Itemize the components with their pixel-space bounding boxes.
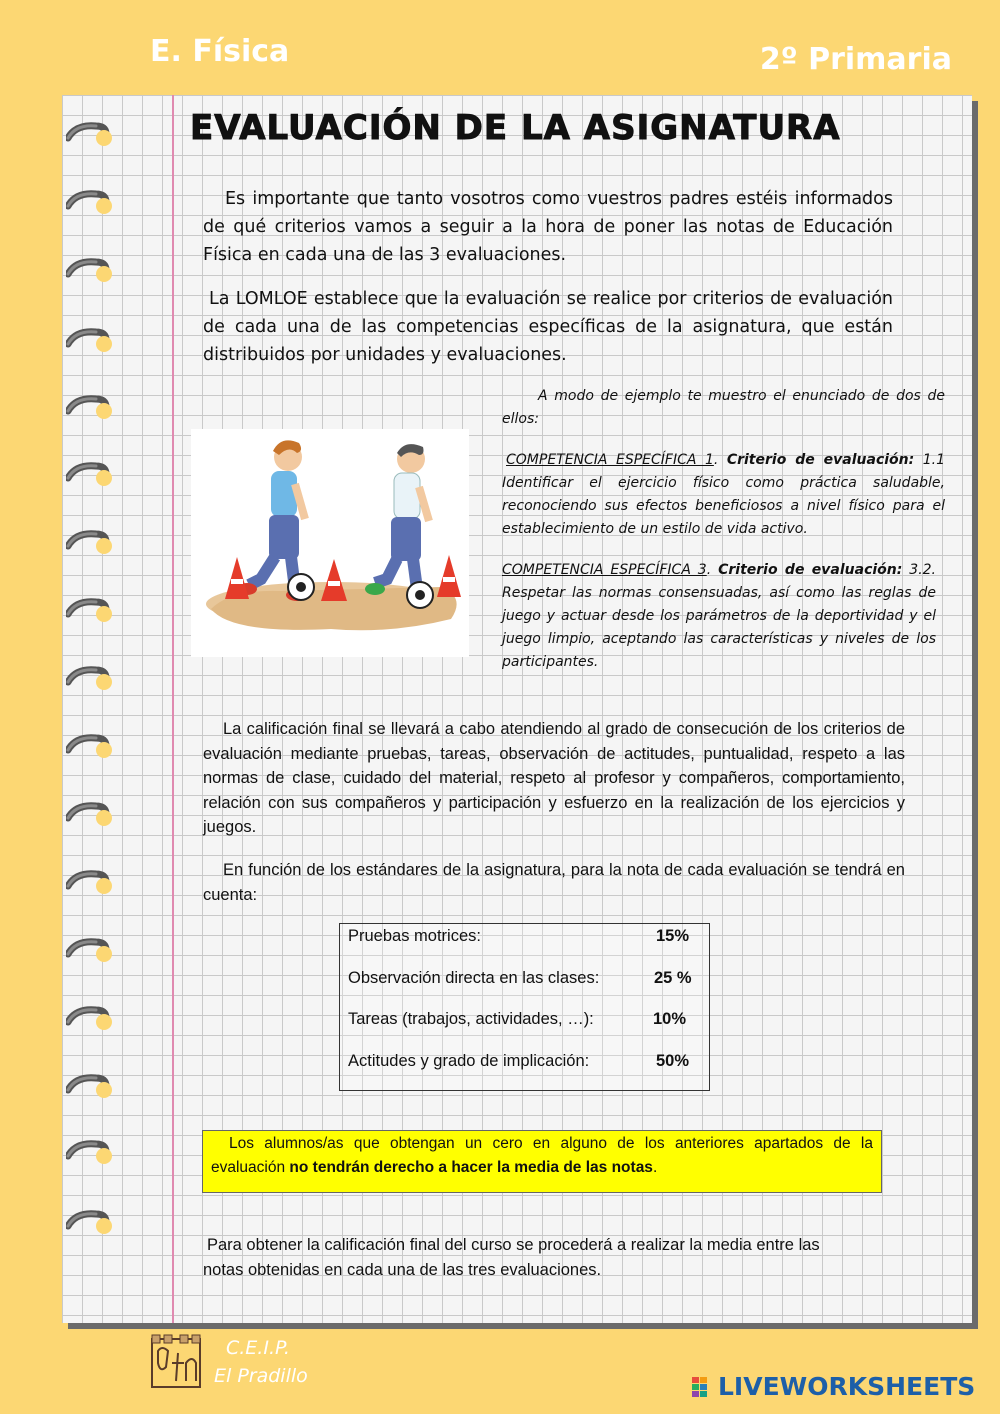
spiral-ring (66, 116, 116, 150)
school-name-line-1: C.E.I.P. (226, 1337, 290, 1359)
school-logo (150, 1333, 202, 1389)
kid-2-figure (365, 444, 430, 601)
competence-3-text: 3.2. Respetar las normas consensuadas, así como las reglas de juego y actuar desde los parámetros de la deportividad y el juego limpio, aceptando las características y niveles de los participantes. (502, 562, 936, 670)
closing-paragraph: Para obtener la calificación final del curso se procederá a realizar la media entre las notas obtenidas en cada una de las tres evaluaciones. (203, 1236, 820, 1279)
subject-label: E. Física (150, 34, 290, 69)
spiral-ring (66, 322, 116, 356)
illustration-kids-soccer (191, 429, 469, 657)
competence-3-criterion: Criterio de evaluación: (718, 562, 903, 578)
school-name-line-2: El Pradillo (214, 1365, 308, 1387)
grade-label: 2º Primaria (759, 42, 952, 77)
liveworksheets-brand[interactable]: LIVEWORKSHEETS (718, 1372, 976, 1401)
standards-paragraph: En función de los estándares de la asignatura, para la nota de cada evaluación se tendrá en cuenta: (203, 861, 905, 904)
grade-row-label: Actitudes y grado de implicación: (348, 1052, 590, 1070)
intro-paragraph-1: Es importante que tanto vosotros como vuestros padres estéis informados de qué criterios vamos a seguir a la hora de poner las notas de Educación Física en cada una de las 3 evaluaciones. (203, 189, 893, 265)
grade-row-value: 10% (653, 1010, 687, 1028)
spiral-ring (66, 660, 116, 694)
spiral-ring (66, 864, 116, 898)
spiral-ring (66, 184, 116, 218)
warning-emphasis: no tendrán derecho a hacer la media de las notas (289, 1158, 653, 1176)
competence-1: COMPETENCIA ESPECÍFICA 1. Criterio de evaluación: 1.1 Identificar el ejercicio físico como práctica saludable, reconociendo sus efectos beneficiosos a nivel físico para el establecimiento de un estilo de vida activo. (502, 452, 945, 537)
spiral-ring (66, 389, 116, 423)
grade-row-label: Observación directa en las clases: (348, 969, 600, 987)
spiral-ring (66, 796, 116, 830)
competence-1-label: COMPETENCIA ESPECÍFICA 1 (506, 452, 714, 468)
spiral-ring (66, 932, 116, 966)
liveworksheets-logo-icon (692, 1373, 716, 1401)
grade-row-value: 25 % (654, 969, 692, 987)
page-title: EVALUACIÓN DE LA ASIGNATURA (190, 108, 841, 148)
spiral-ring (66, 456, 116, 490)
grade-row-value: 50% (656, 1052, 690, 1070)
margin-line (172, 95, 174, 1323)
competence-3-label: COMPETENCIA ESPECÍFICA 3 (502, 562, 707, 578)
examples-lead: A modo de ejemplo te muestro el enunciado de dos de ellos: (502, 388, 945, 427)
final-grade-paragraph: La calificación final se llevará a cabo atendiendo al grado de consecución de los criterios de evaluación mediante pruebas, tareas, observación de actitudes, puntualidad, respeto a las normas de clase, cuidado del material, respeto al profesor y compañeros, comportamiento, relación con sus compañeros y participación y esfuerzo en la realización de los ejercicios y juegos. (203, 720, 905, 836)
competence-1-text: 1.1 Identificar el ejercicio físico como práctica saludable, reconociendo sus efectos beneficiosos a nivel físico para el establecimiento de un estilo de vida activo. (502, 452, 945, 537)
spiral-ring (66, 524, 116, 558)
competence-1-criterion: Criterio de evaluación: (726, 452, 915, 468)
grade-row-label: Pruebas motrices: (348, 927, 481, 945)
zero-grade-warning: Los alumnos/as que obtengan un cero en alguno de los anteriores apartados de la evaluación no tendrán derecho a hacer la media de las notas. (202, 1130, 882, 1193)
competence-3: COMPETENCIA ESPECÍFICA 3. Criterio de evaluación: 3.2. Respetar las normas consensuadas, así como las reglas de juego y actuar desde los parámetros de la deportividad y el juego limpio, aceptando las características y niveles de los participantes. (502, 562, 936, 670)
grade-row-value: 15% (656, 927, 690, 945)
spiral-ring (66, 1134, 116, 1168)
spiral-ring (66, 1204, 116, 1238)
spiral-ring (66, 252, 116, 286)
spiral-ring (66, 1068, 116, 1102)
spiral-ring (66, 728, 116, 762)
grade-row-label: Tareas (trabajos, actividades, …): (348, 1010, 594, 1028)
spiral-ring (66, 1000, 116, 1034)
spiral-ring (66, 592, 116, 626)
grade-weights-table (339, 923, 710, 1091)
intro-paragraph-2: La LOMLOE establece que la evaluación se realice por criterios de evaluación de cada una de las competencias específicas de la asignatura, que están distribuidos por unidades y evaluaciones. (203, 289, 893, 365)
